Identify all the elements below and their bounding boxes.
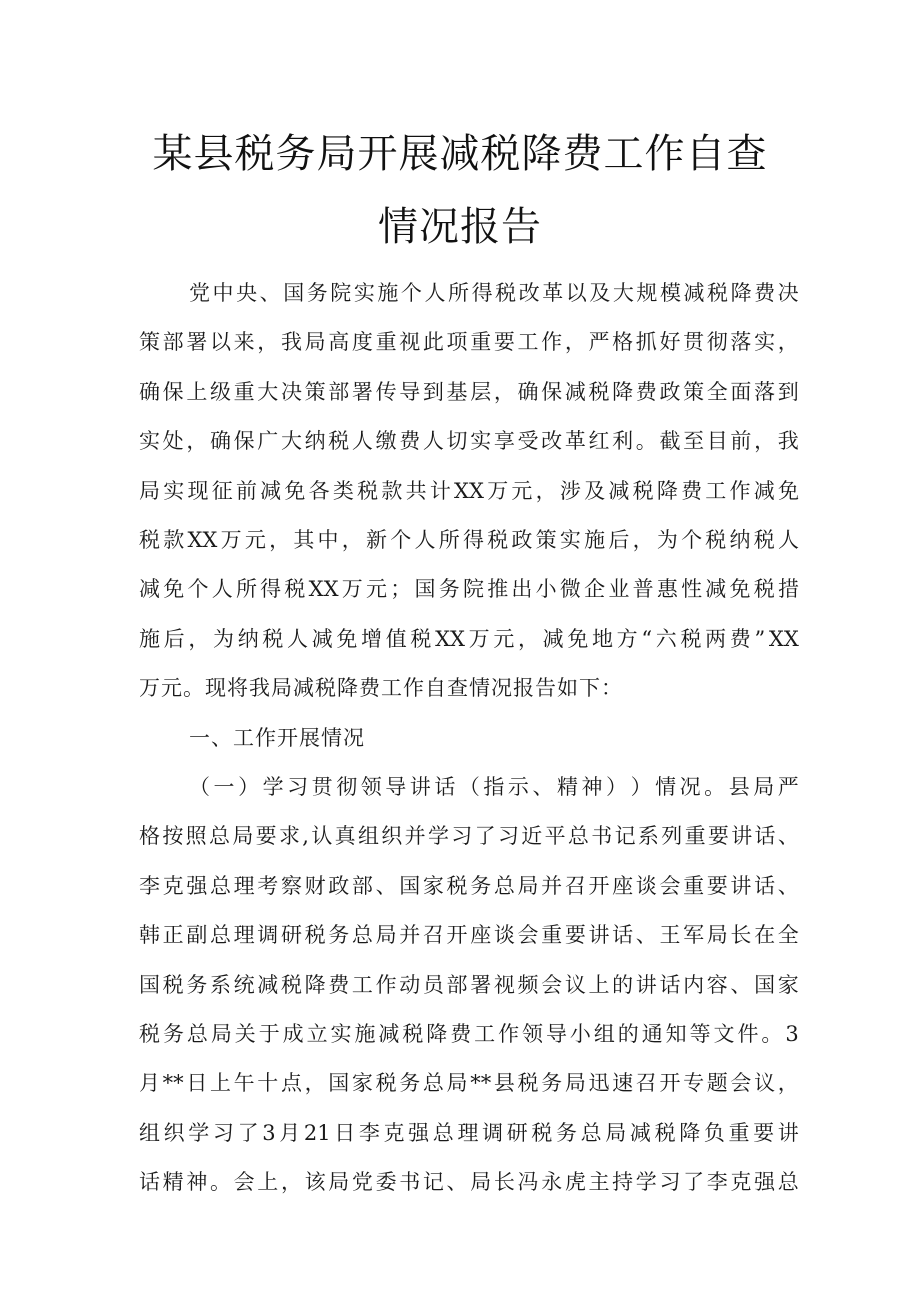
document-title-line-2: 情况报告 (378, 204, 542, 250)
paragraph-line: 话 精 神 。 会 上 ， 该 局 党 委 书 记 、 局 长 冯 永 虎 主 持 学 习 了 李 克 强 总 (139, 1170, 799, 1195)
paragraph-line: 策 部 署 以 来 ， 我 局 高 度 重 视 此 项 重 要 工 作 ， 严 格 抓 好 贯 彻 落 实 ， (139, 330, 799, 355)
paragraph-line: 税 款 XX 万 元 ， 其 中 ， 新 个 人 所 得 税 政 策 实 施 后 ， 为 个 税 纳 税 人 (139, 528, 799, 552)
paragraph-line: 确 保 上 级 重 大 决 策 部 署 传 导 到 基 层 ， 确 保 减 税 降 费 政 策 全 面 落 到 (139, 379, 799, 404)
paragraph-line: 减 免 个 人 所 得 税 XX 万 元 ； 国 务 院 推 出 小 微 企 业 普 惠 性 减 免 税 措 (139, 577, 799, 602)
paragraph-line: 韩 正 副 总 理 调 研 税 务 总 局 并 召 开 座 谈 会 重 要 讲 话 、 王 军 局 长 在 全 (139, 923, 799, 948)
paragraph-line: 施 后 ， 为 纳 税 人 减 免 增 值 税 XX 万 元 ， 减 免 地 方 “ 六 税 两 费 ” XX (139, 626, 799, 651)
document-title-line-1: 某县税务局开展减税降费工作自查 (152, 131, 768, 177)
paragraph-line: 实 处 ， 确 保 广 大 纳 税 人 缴 费 人 切 实 享 受 改 革 红 利 。 截 至 目 前 ， 我 (139, 429, 799, 454)
paragraph-line: 李 克 强 总 理 考 察 财 政 部 、 国 家 税 务 总 局 并 召 开 座 谈 会 重 要 讲 话 、 (139, 873, 799, 898)
paragraph-line: 局 实 现 征 前 减 免 各 类 税 款 共 计 XX 万 元 ， 涉 及 减 税 降 费 工 作 减 免 (139, 478, 799, 503)
paragraph-line: 党 中 央 、 国 务 院 实 施 个 人 所 得 税 改 革 以 及 大 规 模 减 税 降 费 决 (189, 281, 799, 305)
paragraph-line: （ 一 ） 学 习 贯 彻 领 导 讲 话 （ 指 示 、 精 神 ） ） 情 况 。 县 局 严 (189, 775, 799, 799)
paragraph-line: 一、工作开展情况 (189, 725, 365, 750)
paragraph-line: 万元。现将我局减税降费工作自查情况报告如下： (139, 676, 623, 701)
paragraph-line: 组 织 学 习 了 3 月 21 日 李 克 强 总 理 调 研 税 务 总 局 减 税 降 负 重 要 讲 (139, 1120, 799, 1145)
paragraph-line: 月 ** 日 上 午 十 点 ， 国 家 税 务 总 局 ** 县 税 务 局 迅 速 召 开 专 题 会 议 ， (139, 1071, 799, 1096)
paragraph-line: 税 务 总 局 关 于 成 立 实 施 减 税 降 费 工 作 领 导 小 组 的 通 知 等 文 件 。 3 (139, 1022, 799, 1046)
paragraph-line: 国 税 务 系 统 减 税 降 费 工 作 动 员 部 署 视 频 会 议 上 的 讲 话 内 容 、 国 家 (139, 972, 799, 997)
paragraph-line: 格 按 照 总 局 要 求 , 认 真 组 织 并 学 习 了 习 近 平 总 书 记 系 列 重 要 讲 话 、 (139, 824, 799, 849)
